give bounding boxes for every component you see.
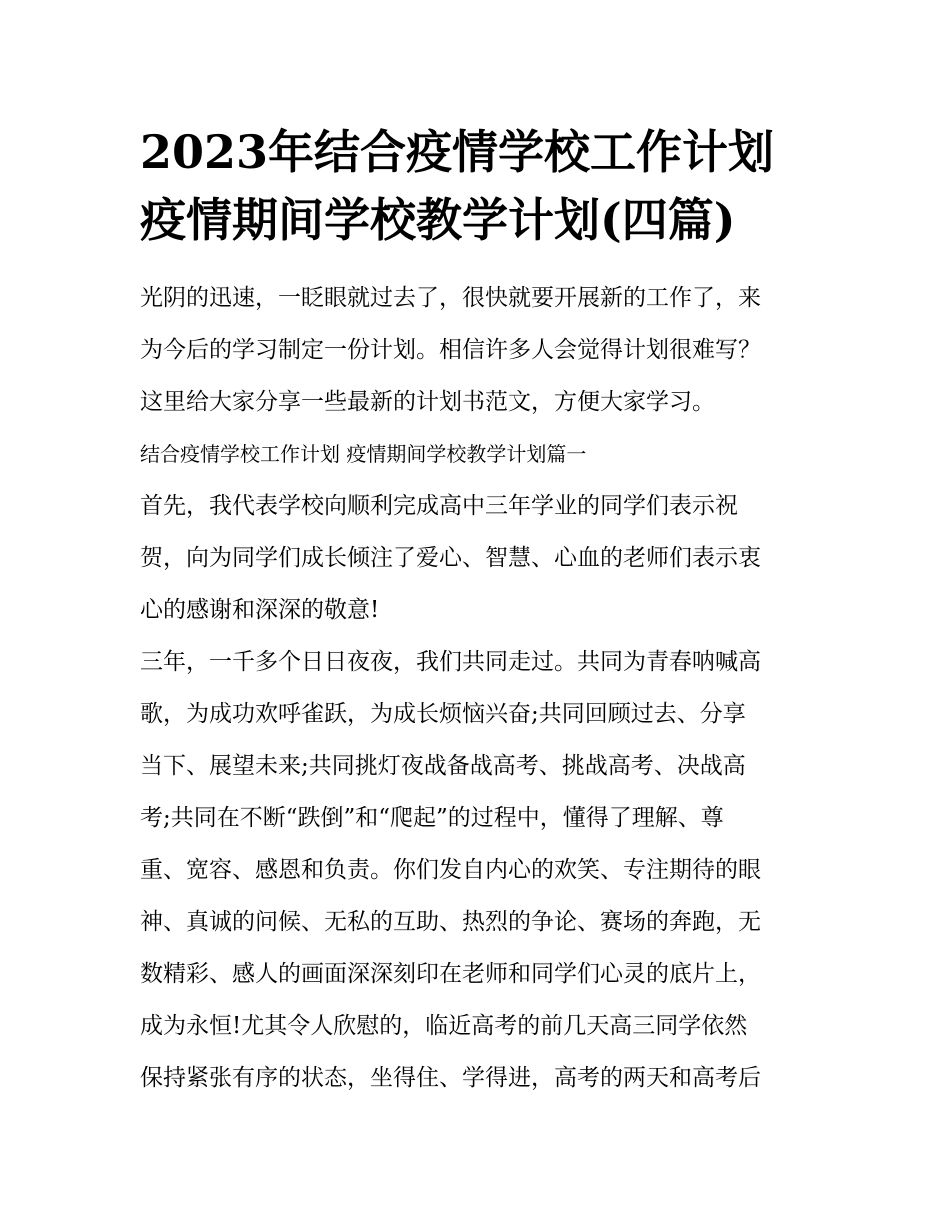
section-heading: 结合疫情学校工作计划 疫情期间学校教学计划篇一 [140,442,587,466]
title-line: 2023年结合疫情学校工作计划 [140,125,775,179]
text-line: 成为永恒!尤其令人欣慰的，临近高考的前几天高三同学依然 [140,1013,748,1039]
text-line: 贺，向为同学们成长倾注了爱心、智慧、心血的老师们表示衷 [140,545,761,571]
text-line: 首先，我代表学校向顺利完成高中三年学业的同学们表示祝 [140,493,738,519]
document-title [140,118,820,254]
text-line: 三年，一千多个日日夜夜，我们共同走过。共同为青春呐喊高 [140,649,761,675]
text-line: 心的感谢和深深的敬意! [140,597,380,623]
text-line: 考;共同在不断“跌倒”和“爬起”的过程中，懂得了理解、尊 [140,805,724,831]
text-line: 神、真诚的问候、无私的互助、热烈的争论、赛场的奔跑，无 [140,909,761,935]
text-line: 当下、展望未来;共同挑灯夜战备战高考、挑战高考、决战高 [140,753,746,779]
paragraph-congratulations [140,480,820,636]
document-content [140,118,820,1104]
text-line: 光阴的迅速，一眨眼就过去了，很快就要开展新的工作了，来 [140,285,761,311]
paragraph-three-years [140,636,820,1104]
intro-paragraph [140,272,820,428]
text-line: 重、宽容、感恩和负责。你们发自内心的欢笑、专注期待的眼 [140,857,761,883]
text-line: 为今后的学习制定一份计划。相信许多人会觉得计划很难写？ [140,337,761,363]
text-line: 歌，为成功欢呼雀跃，为成长烦恼兴奋;共同回顾过去、分享 [140,701,746,727]
text-line: 保持紧张有序的状态，坐得住、学得进，高考的两天和高考后 [140,1065,761,1091]
text-line: 这里给大家分享一些最新的计划书范文，方便大家学习。 [140,389,715,415]
title-line: 疫情期间学校教学计划(四篇) [140,193,736,247]
text-line: 数精彩、感人的画面深深刻印在老师和同学们心灵的底片上， [140,961,761,987]
